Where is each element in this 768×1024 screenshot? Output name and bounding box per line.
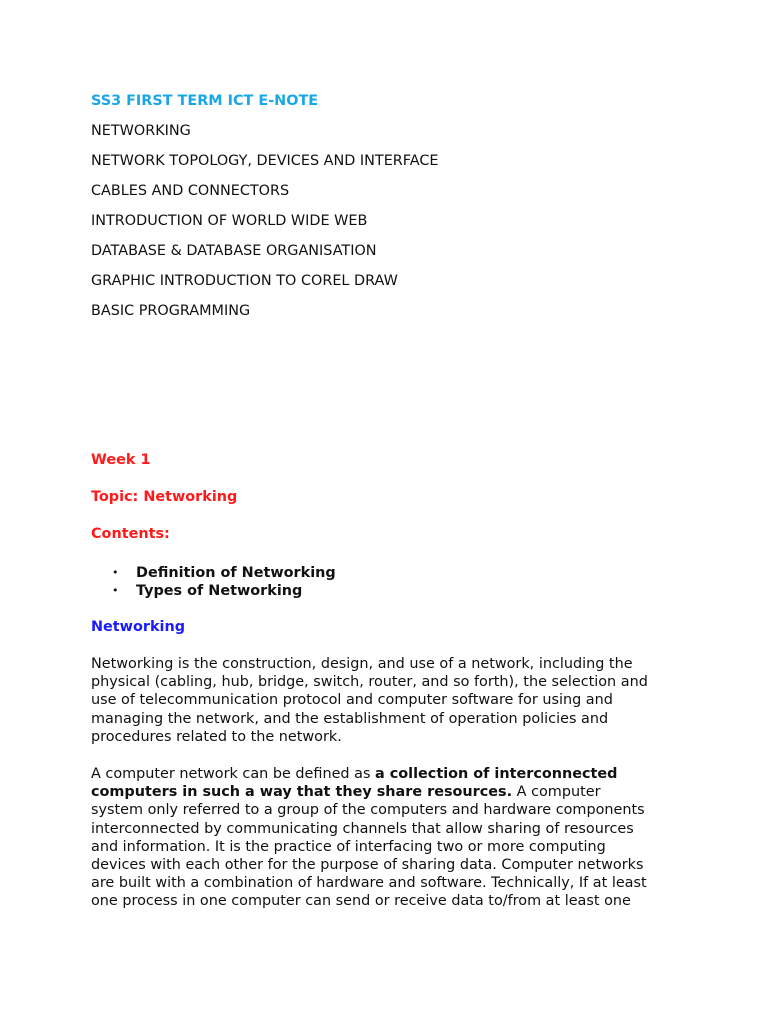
toc-item: BASIC PROGRAMMING (91, 303, 251, 319)
contents-list (91, 564, 336, 600)
list-item-label: Types of Networking (136, 583, 303, 599)
topic-heading: Topic: Networking (91, 489, 238, 505)
paragraph-line: are built with a combination of hardware and software. Technically, If at least (91, 875, 647, 892)
section-heading: Networking (91, 619, 186, 635)
toc-item: GRAPHIC INTRODUCTION TO COREL DRAW (91, 273, 398, 289)
toc-item: NETWORK TOPOLOGY, DEVICES AND INTERFACE (91, 153, 439, 169)
paragraph-line: use of telecommunication protocol and computer software for using and (91, 692, 613, 709)
toc-item: NETWORKING (91, 123, 191, 139)
paragraph-bold-text: a collection of interconnected (375, 766, 618, 782)
bullet-icon: • (112, 584, 119, 597)
list-item-label: Definition of Networking (136, 565, 336, 581)
week-heading: Week 1 (91, 452, 151, 468)
paragraph-line: Networking is the construction, design, and use of a network, including the (91, 656, 633, 672)
paragraph-line: one process in one computer can send or receive data to/from at least one (91, 893, 631, 910)
bullet-icon: • (112, 566, 119, 579)
paragraph-bold-text: computers in such a way that they share resources. (91, 784, 513, 801)
contents-heading: Contents: (91, 526, 170, 542)
paragraph-line: system only referred to a group of the computers and hardware components (91, 802, 645, 819)
document-title: SS3 FIRST TERM ICT E-NOTE (91, 93, 319, 109)
toc-item: DATABASE & DATABASE ORGANISATION (91, 243, 377, 259)
paragraph-line: interconnected by communicating channels that allow sharing of resources (91, 820, 634, 837)
list-item (91, 564, 336, 582)
list-item (91, 582, 336, 600)
paragraph-line (91, 783, 691, 801)
paragraph-line (91, 765, 691, 783)
toc-item: CABLES AND CONNECTORS (91, 183, 290, 199)
paragraph-text: A computer (512, 784, 601, 801)
paragraph-line: and information. It is the practice of interfacing two or more computing (91, 838, 606, 855)
toc-item: INTRODUCTION OF WORLD WIDE WEB (91, 213, 368, 229)
paragraph-line: physical (cabling, hub, bridge, switch, router, and so forth), the selection and (91, 674, 648, 691)
paragraph-computer-network (91, 765, 691, 911)
paragraph-definition (91, 655, 691, 746)
paragraph-text: A computer network can be defined as (91, 766, 376, 782)
paragraph-line: managing the network, and the establishment of operation policies and (91, 710, 609, 727)
paragraph-line: devices with each other for the purpose of sharing data. Computer networks (91, 857, 644, 874)
paragraph-line: procedures related to the network. (91, 728, 342, 745)
